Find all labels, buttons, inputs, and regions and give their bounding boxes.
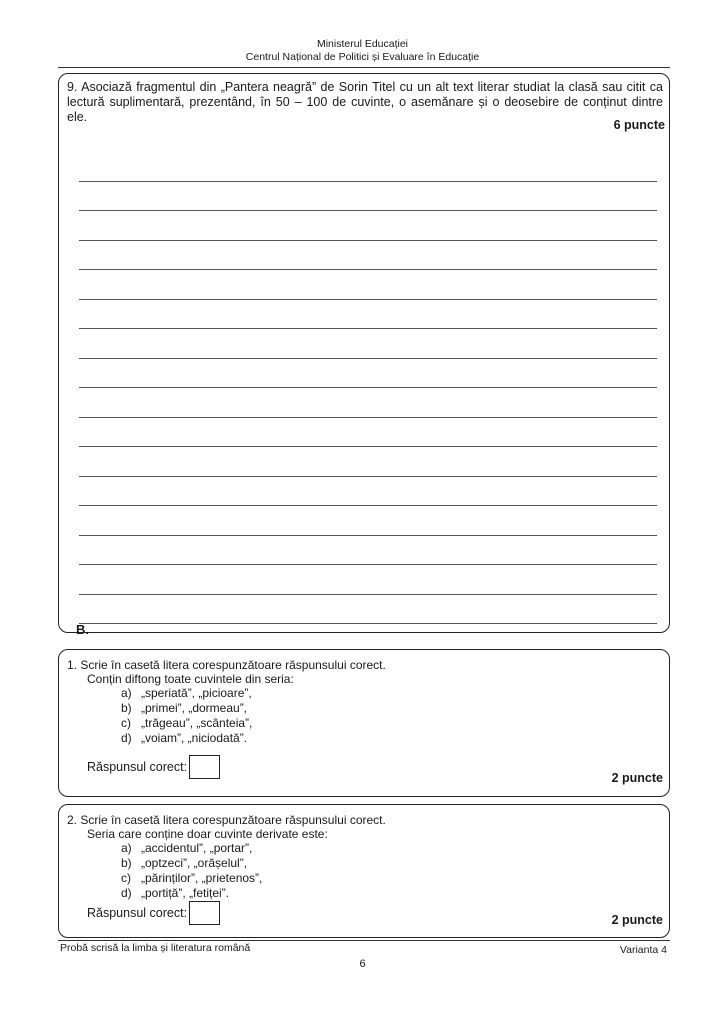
- answer-row: [87, 901, 220, 925]
- question-2-options: [121, 841, 262, 901]
- page-number: 6: [359, 958, 366, 970]
- option-text: „părinților”, „prietenos”,: [141, 871, 263, 885]
- answer-line[interactable]: [79, 595, 657, 625]
- option-text: „optzeci”, „orășelul”,: [141, 856, 248, 870]
- question-9-text: 9. Asociază fragmentul din „Pantera neagră” de Sorin Titel cu un alt text literar studiat la clasă sau citit ca lectură suplimentară, prezentând, în 50 – 100 de cuvinte, o asemănare și o deosebire de conținut dintre ele.: [67, 80, 663, 124]
- option-text: „speriată”, „picioare”,: [141, 686, 252, 700]
- question-9-points: 6 puncte: [613, 118, 665, 132]
- question-2-subtitle: Seria care conține doar cuvinte derivate este:: [87, 827, 328, 841]
- answer-line[interactable]: [79, 536, 657, 566]
- answer-line[interactable]: [79, 565, 657, 595]
- answer-line[interactable]: [79, 329, 657, 359]
- option-letter: d): [121, 731, 132, 745]
- option-text: „trăgeau”, „scânteia”,: [141, 716, 253, 730]
- option-letter: b): [121, 701, 132, 715]
- answer-line[interactable]: [79, 506, 657, 536]
- option-c[interactable]: [121, 871, 262, 886]
- answer-line[interactable]: [79, 152, 657, 182]
- ministry-name: Ministerul Educației: [316, 38, 409, 50]
- option-text: „voiam”, „niciodată”.: [141, 731, 248, 745]
- answer-box[interactable]: [189, 901, 220, 925]
- answer-line[interactable]: [79, 388, 657, 418]
- option-a[interactable]: [121, 841, 262, 856]
- question-1-points: 2 puncte: [611, 771, 663, 785]
- answer-line[interactable]: [79, 300, 657, 330]
- answer-line[interactable]: [79, 270, 657, 300]
- option-b[interactable]: [121, 856, 262, 871]
- option-b[interactable]: [121, 701, 252, 716]
- question-2-stem: 2. Scrie în casetă litera corespunzătoare răspunsului corect.: [67, 813, 386, 827]
- question-1-subtitle: Conțin diftong toate cuvintele din seria:: [87, 672, 294, 686]
- option-a[interactable]: [121, 686, 252, 701]
- option-letter: d): [121, 886, 132, 900]
- option-text: „portiță”, „fetiței”.: [141, 886, 230, 900]
- answer-row: [87, 755, 220, 779]
- option-d[interactable]: [121, 886, 262, 901]
- answer-label: Răspunsul corect:: [87, 906, 188, 920]
- question-1-options: [121, 686, 252, 746]
- answer-label: Răspunsul corect:: [87, 760, 188, 774]
- footer-exam-title: Probă scrisă la limba și literatura română: [60, 942, 251, 954]
- option-letter: a): [121, 686, 132, 700]
- answer-line[interactable]: [79, 418, 657, 448]
- answer-line[interactable]: [79, 359, 657, 389]
- center-name: Centrul Național de Politici și Evaluare în Educație: [245, 51, 480, 63]
- option-letter: c): [121, 716, 131, 730]
- option-letter: a): [121, 841, 132, 855]
- answer-line[interactable]: [79, 241, 657, 271]
- header-divider: [58, 67, 670, 68]
- answer-box[interactable]: [189, 755, 220, 779]
- option-d[interactable]: [121, 731, 252, 746]
- footer-divider: [58, 940, 670, 941]
- option-c[interactable]: [121, 716, 252, 731]
- question-2-box: [58, 804, 670, 938]
- footer-variant: Varianta 4: [619, 944, 667, 956]
- option-letter: b): [121, 856, 132, 870]
- answer-line[interactable]: [79, 447, 657, 477]
- question-2-points: 2 puncte: [611, 913, 663, 927]
- option-text: „accidentul”, „portar”,: [141, 841, 253, 855]
- section-b-label: B.: [76, 622, 89, 637]
- page-header: [0, 38, 725, 64]
- answer-line[interactable]: [79, 211, 657, 241]
- answer-line[interactable]: [79, 182, 657, 212]
- question-1-box: [58, 649, 670, 797]
- answer-lines[interactable]: [79, 152, 657, 624]
- answer-line[interactable]: [79, 477, 657, 507]
- question-1-stem: 1. Scrie în casetă litera corespunzătoare răspunsului corect.: [67, 658, 386, 672]
- option-text: „primei”, „dormeau”,: [141, 701, 248, 715]
- question-9-box: [58, 73, 670, 633]
- option-letter: c): [121, 871, 131, 885]
